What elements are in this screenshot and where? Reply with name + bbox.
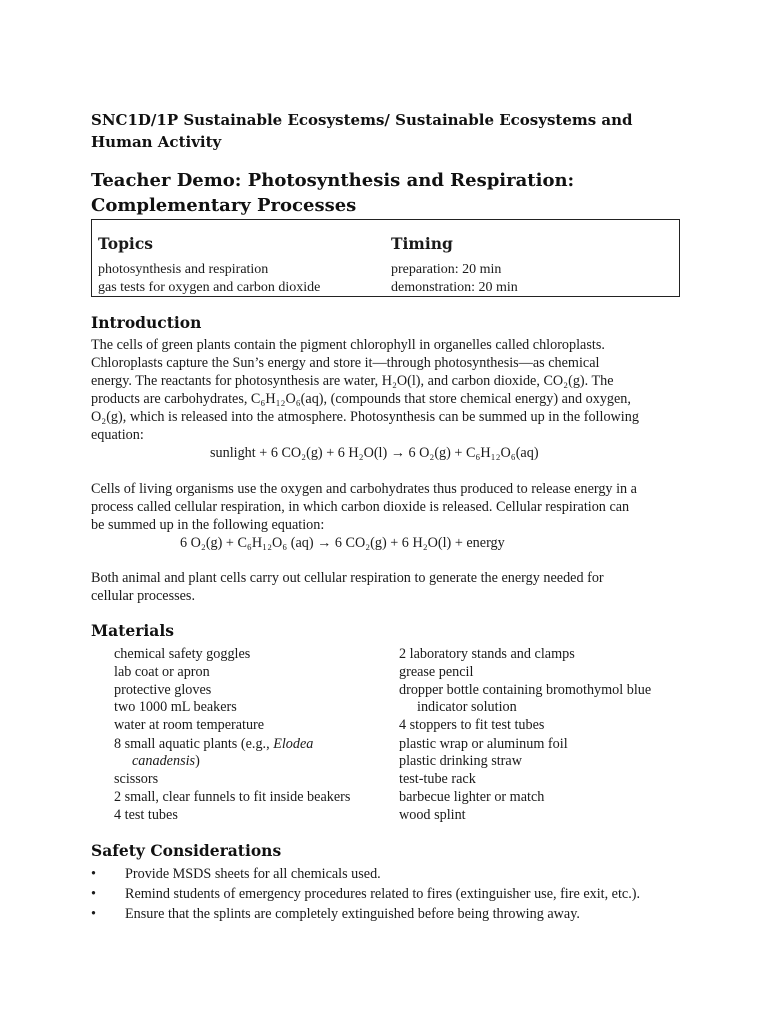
paragraph-line: process called cellular respiration, in which carbon dioxide is released. Cellular respiration can (91, 499, 630, 515)
photosynthesis-equation: sunlight + 6 CO₂(g) + 6 H₂O(l) → 6 O₂(g) + C₆H₁₂O₆(aq) (210, 445, 539, 461)
paragraph-line: Chloroplasts capture the Sun’s energy and store it—through photosynthesis—as chemical (91, 355, 600, 371)
material-item: 4 stoppers to fit test tubes (399, 717, 545, 733)
page-title (91, 168, 681, 218)
paragraph-line: equation: (91, 427, 144, 443)
safety-item-text: Remind students of emergency procedures related to fires (extinguisher use, fire exit, etc.). (125, 886, 641, 902)
material-item-continued: indicator solution (417, 699, 517, 715)
safety-item-text: Ensure that the splints are completely extinguished before being throwing away. (125, 906, 580, 922)
respiration-equation: 6 O₂(g) + C₆H₁₂O₆ (aq) → 6 CO₂(g) + 6 H₂O(l) + energy (180, 535, 505, 551)
material-item: dropper bottle containing bromothymol blue (399, 682, 652, 698)
material-item: 2 laboratory stands and clamps (399, 646, 575, 662)
material-item: plastic wrap or aluminum foil (399, 736, 568, 752)
material-item (114, 735, 313, 753)
material-item: 4 test tubes (114, 807, 178, 823)
safety-heading: Safety Considerations (91, 841, 282, 860)
material-item: grease pencil (399, 664, 474, 680)
materials-heading: Materials (91, 621, 174, 640)
bullet-marker: • (91, 886, 96, 902)
safety-item (91, 905, 681, 923)
material-item: protective gloves (114, 682, 212, 698)
material-item: chemical safety goggles (114, 646, 251, 662)
paragraph-line: be summed up in the following equation: (91, 517, 325, 533)
material-item: water at room temperature (114, 717, 265, 733)
topic-item: photosynthesis and respiration (98, 262, 269, 277)
course-heading: SNC1D/1P Sustainable Ecosystems/ Sustainable Ecosystems and Human Activity (91, 111, 633, 151)
topic-item: gas tests for oxygen and carbon dioxide (98, 280, 321, 295)
material-item: scissors (114, 771, 159, 787)
timing-item: preparation: 20 min (391, 262, 502, 277)
bullet-marker: • (91, 906, 96, 922)
material-item: lab coat or apron (114, 664, 210, 680)
paragraph-line: Cells of living organisms use the oxygen and carbohydrates thus produced to release energy in a (91, 481, 637, 497)
species-name: canadensis (132, 753, 196, 769)
material-item-continued (114, 752, 200, 770)
material-item: two 1000 mL beakers (114, 699, 237, 715)
paragraph-line: cellular processes. (91, 588, 195, 604)
title-line-2: Complementary Processes (91, 195, 357, 216)
material-text: ) (195, 753, 200, 769)
bullet-marker: • (91, 866, 96, 882)
material-item: 2 small, clear funnels to fit inside beakers (114, 789, 351, 805)
material-item: barbecue lighter or match (399, 789, 545, 805)
topics-heading: Topics (98, 234, 153, 253)
material-item: plastic drinking straw (399, 753, 522, 769)
safety-item-text: Provide MSDS sheets for all chemicals used. (125, 866, 381, 882)
paragraph-line: energy. The reactants for photosynthesis are water, H₂O(l), and carbon dioxide, CO₂(g). The (91, 373, 614, 389)
title-line-1: Teacher Demo: Photosynthesis and Respiration: (91, 170, 575, 191)
introduction-heading: Introduction (91, 313, 202, 332)
safety-item (91, 885, 681, 903)
paragraph-line: Both animal and plant cells carry out cellular respiration to generate the energy needed for (91, 570, 604, 586)
paragraph-line: The cells of green plants contain the pigment chlorophyll in organelles called chloroplasts. (91, 337, 605, 353)
material-text: 8 small aquatic plants (e.g., (114, 736, 274, 752)
topics-timing-box (91, 219, 680, 297)
paragraph-line: products are carbohydrates, C₆H₁₂O₆(aq), (compounds that store chemical energy) and oxygen, (91, 391, 631, 407)
paragraph-line: O₂(g), which is released into the atmosphere. Photosynthesis can be summed up in the following (91, 409, 639, 425)
species-name: Elodea (273, 736, 314, 752)
material-item: test-tube rack (399, 771, 476, 787)
timing-item: demonstration: 20 min (391, 280, 518, 295)
safety-item (91, 865, 681, 883)
material-item: wood splint (399, 807, 466, 823)
timing-heading: Timing (391, 234, 453, 253)
